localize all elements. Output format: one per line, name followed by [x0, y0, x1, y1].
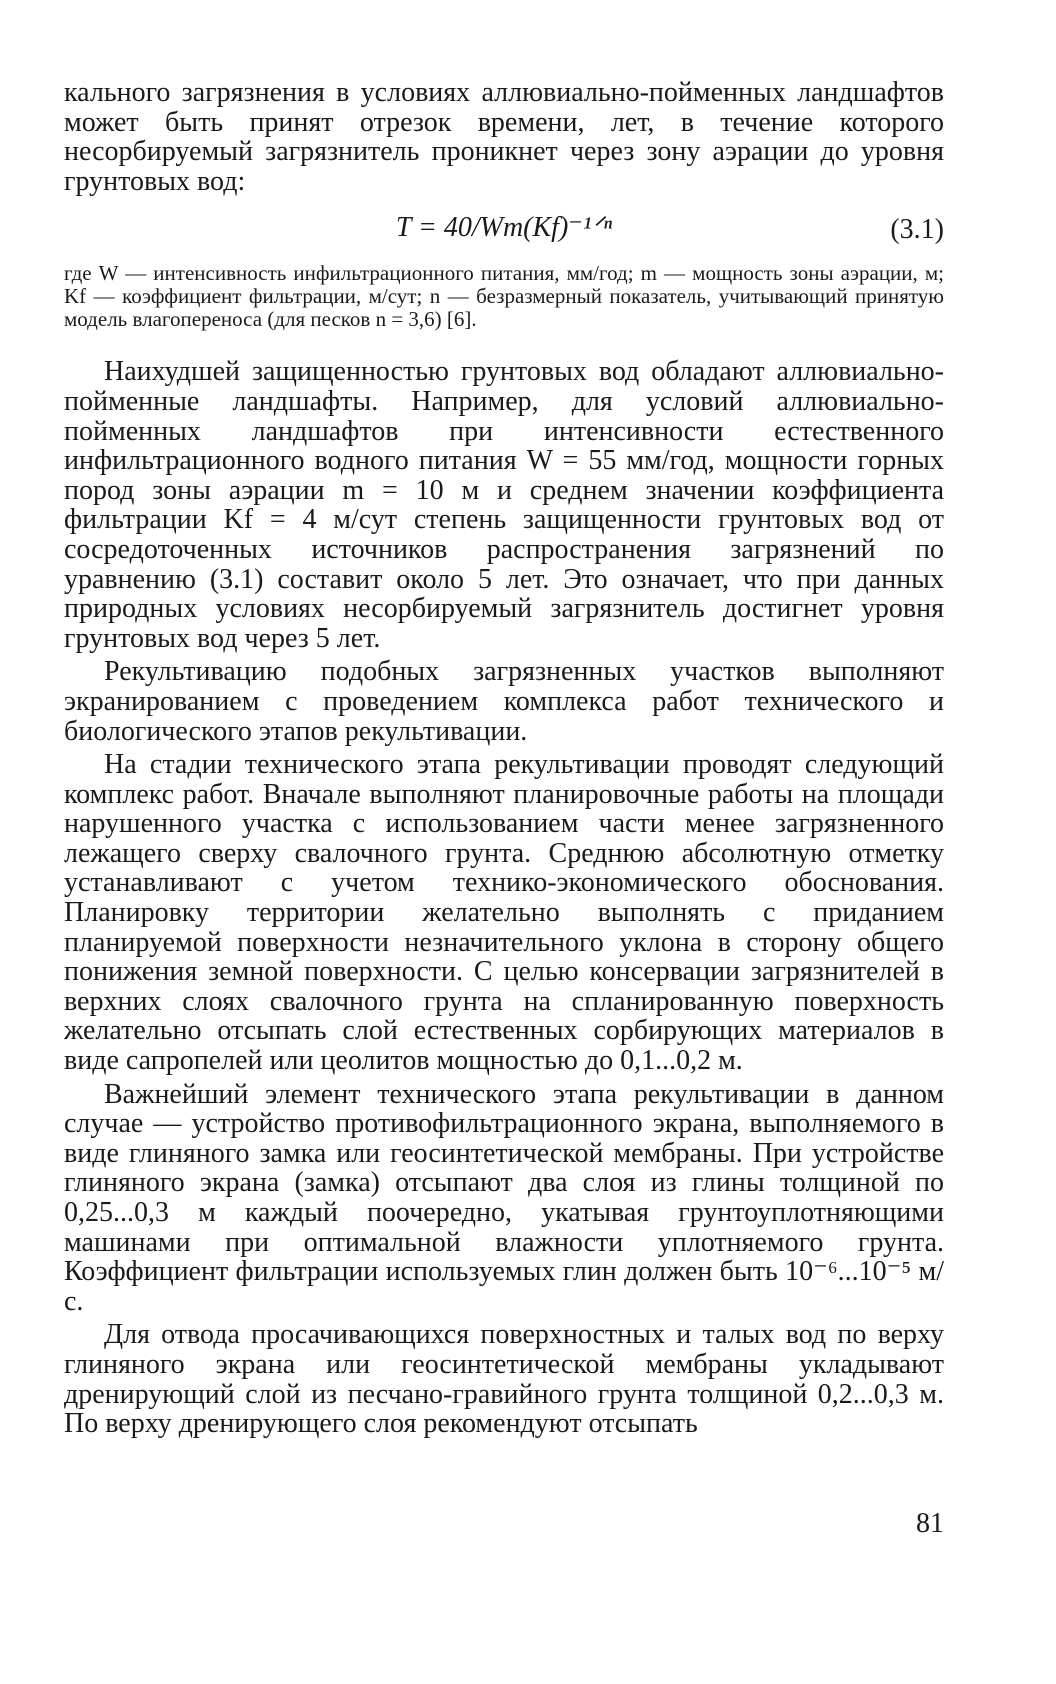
formula-legend: где W — интенсивность инфильтрационного питания, мм/год; m — мощность зоны аэрации, м; Kf — коэффициент фильтрации, м/сут; n — безразмерный показатель, учитывающий принятую модель влагопереноса (для песков n = 3,6) [6].: [64, 261, 944, 332]
equation-number: (3.1): [890, 214, 944, 246]
paragraph-protection: Наихудшей защищенностью грунтовых вод обладают аллювиально-пойменные ландшафты. Например, для условий аллювиально-пойменных ландшафтов при интенсивности естественного инфильтрационного водного питания W = 55 мм/год, мощности горных пород зоны аэрации m = 10 м и среднем значении коэффициента фильтрации Kf = 4 м/сут степень защищенности грунтовых вод от сосредоточенных источников распространения загрязнений по уравнению (3.1) составит около 5 лет. Это означает, что при данных природных условиях несорбируемый загрязнитель достигнет уровня грунтовых вод через 5 лет.: [64, 356, 944, 654]
formula: T = 40/Wm(Kf)⁻¹ᐟⁿ: [395, 212, 613, 244]
formula-row: [64, 202, 944, 254]
page-number: 81: [916, 1508, 944, 1539]
paragraph-drainage: Для отвода просачивающихся поверхностных и талых вод по верху глиняного экрана или геосинтетической мембраны укладывают дренирующий слой из песчано-гравийного грунта толщиной 0,2...0,3 м. По верху дренирующего слоя рекомендуют отсыпать: [64, 1319, 944, 1440]
paragraph-intro: кального загрязнения в условиях аллювиально-пойменных ландшафтов может быть принят отрезок времени, лет, в течение которого несорбируемый загрязнитель проникнет через зону аэрации до уровня грунтовых вод:: [64, 77, 944, 197]
page-body: [64, 78, 944, 1439]
paragraph-technical-stage: На стадии технического этапа рекультивации проводят следующий комплекс работ. Вначале выполняют планировочные работы на площади нарушенного участка с использованием части менее загрязненного лежащего сверху свалочного грунта. Среднюю абсолютную отметку устанавливают с учетом технико-экономического обоснования. Планировку территории желательно выполнять с приданием планируемой поверхности незначительного уклона в сторону общего понижения земной поверхности. С целью консервации загрязнителей в верхних слоях свалочного грунта на спланированную поверхность желательно отсыпать слой естественных сорбирующих материалов в виде сапропелей или цеолитов мощностью до 0,1...0,2 м.: [64, 749, 944, 1077]
paragraph-screen: Важнейший элемент технического этапа рекультивации в данном случае — устройство противофильтрационного экрана, выполняемого в виде глиняного замка или геосинтетической мембраны. При устройстве глиняного экрана (замка) отсыпают два слоя из глины толщиной по 0,25...0,3 м каждый поочередно, укатывая грунтоуплотняющими машинами при оптимальной влажности уплотняемого грунта. Коэффициент фильтрации используемых глин должен быть 10⁻⁶...10⁻⁵ м/с.: [64, 1078, 944, 1317]
paragraph-recultivation: Рекультивацию подобных загрязненных участков выполняют экранированием с проведением комплекса работ технического и биологического этапов рекультивации.: [64, 656, 944, 747]
